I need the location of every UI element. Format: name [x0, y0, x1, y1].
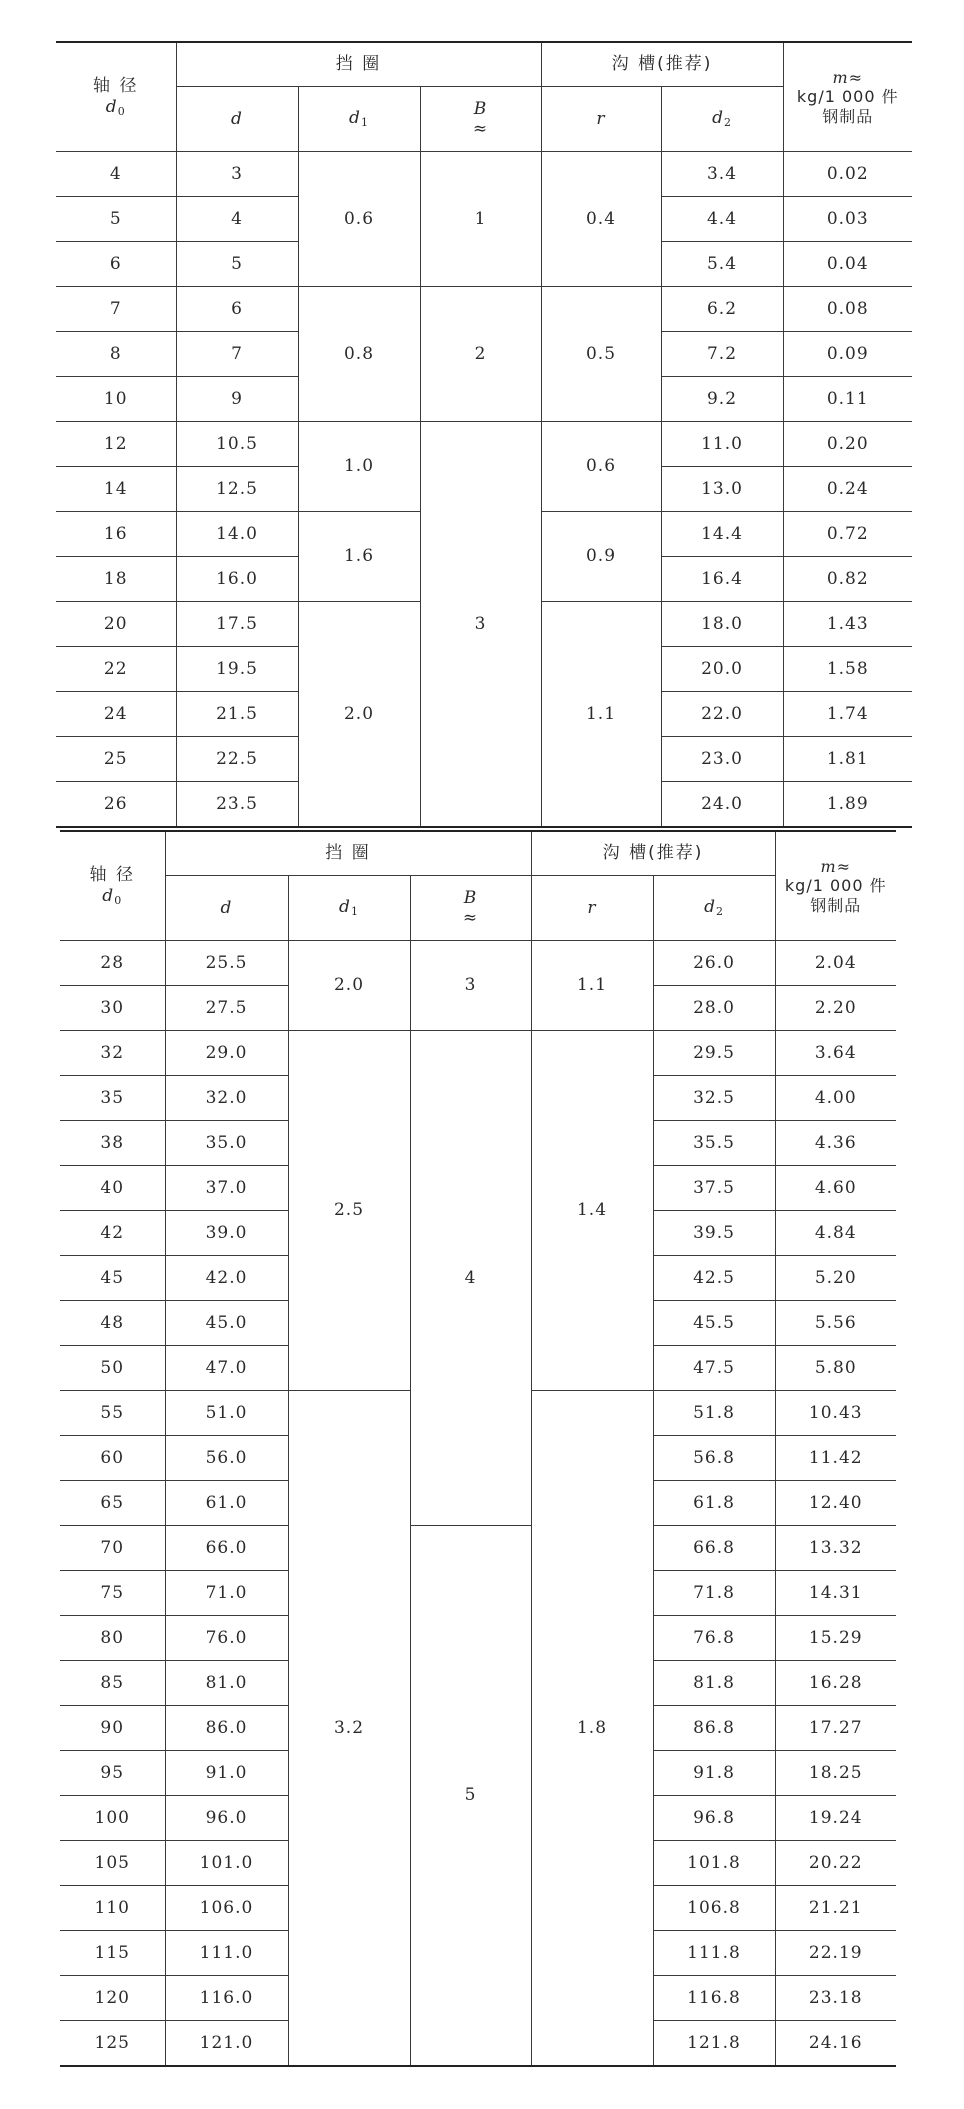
cell-groove-d2: 91.8	[653, 1751, 775, 1796]
cell-groove-d2: 111.8	[653, 1931, 775, 1976]
cell-shaft-d0: 4	[56, 152, 176, 197]
cell-mass: 4.00	[775, 1076, 896, 1121]
cell-groove-d2: 71.8	[653, 1571, 775, 1616]
cell-ring-d: 22.5	[176, 737, 298, 782]
cell-mass: 0.08	[783, 287, 912, 332]
cell-ring-d: 42.0	[165, 1256, 288, 1301]
cell-mass: 1.74	[783, 692, 912, 737]
header-d1-subscript: 1	[360, 116, 369, 130]
cell-mass: 19.24	[775, 1796, 896, 1841]
cell-mass: 23.18	[775, 1976, 896, 2021]
cell-mass: 0.03	[783, 197, 912, 242]
cell-shaft-d0: 60	[60, 1436, 165, 1481]
header-d	[165, 876, 288, 941]
cell-mass: 5.56	[775, 1301, 896, 1346]
cell-ring-d: 17.5	[176, 602, 298, 647]
cell-ring-d: 66.0	[165, 1526, 288, 1571]
cell-mass: 1.89	[783, 782, 912, 828]
table-row	[60, 1526, 896, 1571]
cell-ring-d: 106.0	[165, 1886, 288, 1931]
cell-mass: 0.24	[783, 467, 912, 512]
header-d-symbol: d	[220, 897, 233, 918]
cell-ring-d: 6	[176, 287, 298, 332]
cell-groove-d2: 81.8	[653, 1661, 775, 1706]
cell-mass: 2.04	[775, 941, 896, 986]
cell-shaft-d0: 70	[60, 1526, 165, 1571]
table-row	[56, 287, 912, 332]
cell-groove-d2: 5.4	[661, 242, 783, 287]
cell-ring-B: 1	[420, 152, 541, 287]
header-d2	[653, 876, 775, 941]
cell-shaft-d0: 95	[60, 1751, 165, 1796]
cell-shaft-d0: 16	[56, 512, 176, 557]
cell-ring-d1: 0.8	[298, 287, 420, 422]
table-row	[56, 152, 912, 197]
header-d-symbol: d	[231, 108, 243, 129]
cell-shaft-d0: 18	[56, 557, 176, 602]
cell-groove-d2: 51.8	[653, 1391, 775, 1436]
cell-ring-d: 12.5	[176, 467, 298, 512]
cell-groove-r: 0.9	[541, 512, 661, 602]
cell-groove-d2: 96.8	[653, 1796, 775, 1841]
cell-shaft-d0: 90	[60, 1706, 165, 1751]
cell-mass: 4.36	[775, 1121, 896, 1166]
header-ring-group	[176, 42, 541, 87]
cell-mass: 5.20	[775, 1256, 896, 1301]
header-d2-symbol: d	[712, 108, 724, 129]
header-ring-group	[165, 831, 531, 876]
cell-groove-d2: 121.8	[653, 2021, 775, 2067]
cell-groove-d2: 7.2	[661, 332, 783, 377]
cell-shaft-d0: 120	[60, 1976, 165, 2021]
header-r	[531, 876, 653, 941]
cell-ring-B: 3	[420, 422, 541, 828]
cell-shaft-d0: 50	[60, 1346, 165, 1391]
cell-ring-d: 61.0	[165, 1481, 288, 1526]
cell-ring-B: 4	[410, 1031, 531, 1526]
cell-shaft-d0: 65	[60, 1481, 165, 1526]
cell-mass: 3.64	[775, 1031, 896, 1076]
header-mass-symbol: m	[832, 68, 849, 88]
table-row	[60, 1031, 896, 1076]
cell-shaft-d0: 30	[60, 986, 165, 1031]
cell-mass: 2.20	[775, 986, 896, 1031]
cell-ring-d: 51.0	[165, 1391, 288, 1436]
cell-shaft-d0: 5	[56, 197, 176, 242]
header-d2-subscript: 2	[715, 905, 724, 919]
cell-groove-r: 0.6	[541, 422, 661, 512]
cell-groove-d2: 32.5	[653, 1076, 775, 1121]
cell-ring-B: 2	[420, 287, 541, 422]
header-ring-label: 挡 圈	[335, 54, 382, 75]
cell-groove-d2: 24.0	[661, 782, 783, 828]
header-groove-label: 沟 槽(推荐)	[611, 54, 713, 75]
cell-shaft-d0: 80	[60, 1616, 165, 1661]
cell-groove-d2: 47.5	[653, 1346, 775, 1391]
cell-groove-d2: 101.8	[653, 1841, 775, 1886]
cell-groove-d2: 61.8	[653, 1481, 775, 1526]
cell-groove-d2: 23.0	[661, 737, 783, 782]
cell-groove-d2: 39.5	[653, 1211, 775, 1256]
cell-ring-d: 86.0	[165, 1706, 288, 1751]
cell-shaft-d0: 105	[60, 1841, 165, 1886]
cell-mass: 0.09	[783, 332, 912, 377]
header-row-1	[56, 42, 912, 87]
table-1-body	[56, 42, 912, 827]
cell-groove-d2: 11.0	[661, 422, 783, 467]
cell-ring-d: 101.0	[165, 1841, 288, 1886]
cell-groove-d2: 6.2	[661, 287, 783, 332]
cell-ring-d1: 1.6	[298, 512, 420, 602]
cell-groove-r: 1.1	[531, 941, 653, 1031]
cell-ring-d: 121.0	[165, 2021, 288, 2067]
cell-groove-d2: 9.2	[661, 377, 783, 422]
cell-mass: 0.02	[783, 152, 912, 197]
cell-ring-d: 23.5	[176, 782, 298, 828]
header-mass-material: 钢制品	[810, 895, 862, 915]
cell-ring-d: 81.0	[165, 1661, 288, 1706]
header-mass-material: 钢制品	[822, 106, 874, 126]
cell-mass: 22.19	[775, 1931, 896, 1976]
header-B	[410, 876, 531, 941]
cell-ring-d1: 0.6	[298, 152, 420, 287]
cell-ring-d1: 2.0	[288, 941, 410, 1031]
header-mass-unit: kg/1 000 件	[796, 87, 899, 107]
table-row	[56, 422, 912, 467]
cell-ring-B: 5	[410, 1526, 531, 2067]
cell-shaft-d0: 125	[60, 2021, 165, 2067]
header-row-2	[60, 876, 896, 941]
header-shaft-subscript: 0	[114, 893, 123, 907]
cell-ring-d: 3	[176, 152, 298, 197]
header-mass-approx: ≈	[848, 68, 864, 88]
header-d1-symbol: d	[349, 108, 361, 129]
header-shaft-subscript: 0	[117, 104, 126, 118]
cell-ring-d: 96.0	[165, 1796, 288, 1841]
cell-mass: 0.20	[783, 422, 912, 467]
header-shaft-diameter	[60, 831, 165, 941]
header-mass-approx: ≈	[836, 857, 852, 877]
cell-shaft-d0: 14	[56, 467, 176, 512]
spec-table-2	[60, 830, 896, 2067]
cell-ring-d: 32.0	[165, 1076, 288, 1121]
header-r-symbol: r	[587, 897, 597, 918]
cell-shaft-d0: 100	[60, 1796, 165, 1841]
cell-groove-d2: 116.8	[653, 1976, 775, 2021]
cell-groove-d2: 35.5	[653, 1121, 775, 1166]
cell-shaft-d0: 35	[60, 1076, 165, 1121]
cell-shaft-d0: 110	[60, 1886, 165, 1931]
cell-shaft-d0: 10	[56, 377, 176, 422]
cell-mass: 0.11	[783, 377, 912, 422]
cell-shaft-d0: 20	[56, 602, 176, 647]
cell-ring-d1: 1.0	[298, 422, 420, 512]
cell-groove-r: 1.4	[531, 1031, 653, 1391]
cell-shaft-d0: 85	[60, 1661, 165, 1706]
cell-shaft-d0: 40	[60, 1166, 165, 1211]
cell-groove-r: 1.8	[531, 1391, 653, 2067]
cell-groove-d2: 42.5	[653, 1256, 775, 1301]
header-B-approx: ≈	[462, 908, 479, 928]
cell-groove-d2: 56.8	[653, 1436, 775, 1481]
cell-shaft-d0: 115	[60, 1931, 165, 1976]
header-B-symbol: B	[473, 98, 488, 119]
cell-ring-d1: 3.2	[288, 1391, 410, 2067]
cell-shaft-d0: 55	[60, 1391, 165, 1436]
cell-ring-d: 9	[176, 377, 298, 422]
header-row-1	[60, 831, 896, 876]
cell-ring-d: 10.5	[176, 422, 298, 467]
cell-mass: 1.43	[783, 602, 912, 647]
cell-mass: 16.28	[775, 1661, 896, 1706]
header-ring-label: 挡 圈	[325, 843, 371, 864]
header-r	[541, 87, 661, 152]
cell-ring-d: 19.5	[176, 647, 298, 692]
cell-mass: 24.16	[775, 2021, 896, 2067]
cell-shaft-d0: 26	[56, 782, 176, 828]
cell-mass: 5.80	[775, 1346, 896, 1391]
cell-ring-d: 35.0	[165, 1121, 288, 1166]
cell-ring-d: 56.0	[165, 1436, 288, 1481]
cell-shaft-d0: 8	[56, 332, 176, 377]
cell-mass: 1.81	[783, 737, 912, 782]
cell-groove-d2: 66.8	[653, 1526, 775, 1571]
cell-ring-d: 7	[176, 332, 298, 377]
header-shaft-symbol: d	[105, 96, 118, 117]
cell-mass: 15.29	[775, 1616, 896, 1661]
cell-mass: 0.82	[783, 557, 912, 602]
cell-ring-d: 39.0	[165, 1211, 288, 1256]
cell-mass: 14.31	[775, 1571, 896, 1616]
cell-groove-r: 0.5	[541, 287, 661, 422]
cell-mass: 4.84	[775, 1211, 896, 1256]
cell-mass: 1.58	[783, 647, 912, 692]
cell-groove-d2: 4.4	[661, 197, 783, 242]
cell-mass: 0.04	[783, 242, 912, 287]
cell-ring-d: 16.0	[176, 557, 298, 602]
cell-mass: 4.60	[775, 1166, 896, 1211]
header-B	[420, 87, 541, 152]
cell-ring-d: 25.5	[165, 941, 288, 986]
cell-groove-d2: 37.5	[653, 1166, 775, 1211]
cell-groove-d2: 28.0	[653, 986, 775, 1031]
cell-ring-d: 116.0	[165, 1976, 288, 2021]
header-groove-group	[541, 42, 783, 87]
header-mass	[783, 42, 912, 152]
header-mass-unit: kg/1 000 件	[784, 876, 887, 896]
cell-groove-d2: 13.0	[661, 467, 783, 512]
header-d1	[288, 876, 410, 941]
cell-groove-d2: 29.5	[653, 1031, 775, 1076]
cell-ring-d: 91.0	[165, 1751, 288, 1796]
cell-groove-d2: 16.4	[661, 557, 783, 602]
cell-groove-r: 0.4	[541, 152, 661, 287]
header-shaft-symbol: d	[102, 885, 115, 906]
cell-groove-d2: 18.0	[661, 602, 783, 647]
header-d2-subscript: 2	[723, 116, 732, 130]
cell-groove-d2: 20.0	[661, 647, 783, 692]
header-d2-symbol: d	[704, 897, 716, 918]
spec-table-1	[56, 41, 912, 828]
header-d2	[661, 87, 783, 152]
header-shaft-label: 轴 径	[89, 865, 135, 886]
cell-ring-d1: 2.0	[298, 602, 420, 828]
cell-mass: 17.27	[775, 1706, 896, 1751]
cell-groove-d2: 22.0	[661, 692, 783, 737]
cell-groove-d2: 86.8	[653, 1706, 775, 1751]
cell-shaft-d0: 24	[56, 692, 176, 737]
cell-mass: 12.40	[775, 1481, 896, 1526]
cell-shaft-d0: 25	[56, 737, 176, 782]
cell-shaft-d0: 7	[56, 287, 176, 332]
cell-ring-d: 14.0	[176, 512, 298, 557]
cell-shaft-d0: 42	[60, 1211, 165, 1256]
header-d1-subscript: 1	[350, 905, 359, 919]
cell-ring-d: 4	[176, 197, 298, 242]
cell-ring-d: 5	[176, 242, 298, 287]
cell-ring-d1: 2.5	[288, 1031, 410, 1391]
cell-ring-d: 21.5	[176, 692, 298, 737]
cell-shaft-d0: 22	[56, 647, 176, 692]
header-d1	[298, 87, 420, 152]
header-shaft-diameter	[56, 42, 176, 152]
table-row	[60, 941, 896, 986]
cell-mass: 21.21	[775, 1886, 896, 1931]
cell-shaft-d0: 12	[56, 422, 176, 467]
cell-mass: 13.32	[775, 1526, 896, 1571]
header-shaft-label: 轴 径	[93, 76, 139, 97]
header-d1-symbol: d	[339, 897, 351, 918]
cell-groove-d2: 45.5	[653, 1301, 775, 1346]
header-mass	[775, 831, 896, 941]
header-d	[176, 87, 298, 152]
cell-shaft-d0: 38	[60, 1121, 165, 1166]
table-2-body	[60, 831, 896, 2066]
header-mass-symbol: m	[820, 857, 837, 877]
cell-shaft-d0: 48	[60, 1301, 165, 1346]
cell-shaft-d0: 32	[60, 1031, 165, 1076]
cell-mass: 11.42	[775, 1436, 896, 1481]
cell-groove-d2: 76.8	[653, 1616, 775, 1661]
cell-ring-d: 71.0	[165, 1571, 288, 1616]
cell-mass: 18.25	[775, 1751, 896, 1796]
cell-shaft-d0: 75	[60, 1571, 165, 1616]
cell-ring-d: 27.5	[165, 986, 288, 1031]
cell-ring-d: 47.0	[165, 1346, 288, 1391]
header-groove-label: 沟 槽(推荐)	[602, 843, 704, 864]
cell-shaft-d0: 6	[56, 242, 176, 287]
cell-ring-d: 76.0	[165, 1616, 288, 1661]
cell-shaft-d0: 45	[60, 1256, 165, 1301]
cell-ring-d: 37.0	[165, 1166, 288, 1211]
cell-groove-d2: 14.4	[661, 512, 783, 557]
cell-mass: 20.22	[775, 1841, 896, 1886]
cell-groove-d2: 3.4	[661, 152, 783, 197]
header-B-symbol: B	[463, 887, 478, 908]
cell-groove-d2: 106.8	[653, 1886, 775, 1931]
cell-mass: 10.43	[775, 1391, 896, 1436]
cell-groove-d2: 26.0	[653, 941, 775, 986]
cell-shaft-d0: 28	[60, 941, 165, 986]
cell-ring-d: 111.0	[165, 1931, 288, 1976]
header-r-symbol: r	[596, 108, 606, 129]
cell-ring-d: 29.0	[165, 1031, 288, 1076]
cell-ring-B: 3	[410, 941, 531, 1031]
cell-ring-d: 45.0	[165, 1301, 288, 1346]
cell-mass: 0.72	[783, 512, 912, 557]
header-groove-group	[531, 831, 775, 876]
cell-groove-r: 1.1	[541, 602, 661, 828]
header-B-approx: ≈	[472, 119, 489, 139]
